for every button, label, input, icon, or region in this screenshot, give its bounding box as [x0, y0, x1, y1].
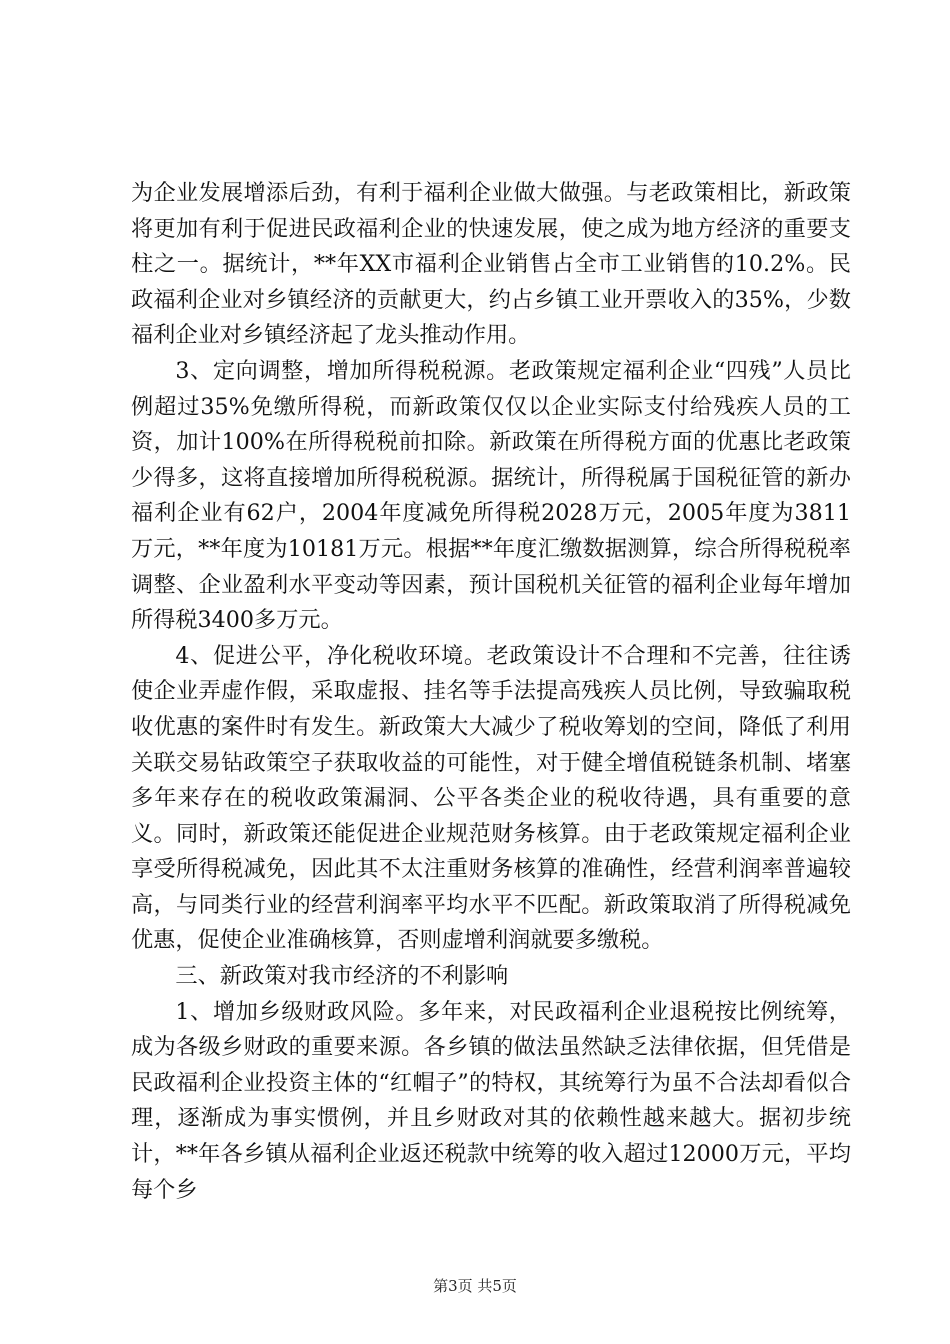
paragraph-continuation: 为企业发展增添后劲，有利于福利企业做大做强。与老政策相比，新政策将更加有利于促进民政福利企业的快速发展，使之成为地方经济的重要支柱之一。据统计，**年XX市福利企业销售占全市工业销售的10.2%。民政福利企业对乡镇经济的贡献更大，约占乡镇工业开票收入的35%，少数福利企业对乡镇经济起了龙头推动作用。: [131, 180, 851, 349]
paragraph-adverse-point-1: 1、增加乡级财政风险。多年来，对民政福利企业退税按比例统筹，成为各级乡财政的重要来源。各乡镇的做法虽然缺乏法律依据，但凭借是民政福利企业投资主体的“红帽子”的特权，其统筹行为虽不合法却看似合理，逐渐成为事实惯例，并且乡财政对其的依赖性越来越大。据初步统计，**年各乡镇从福利企业返还税款中统筹的收入超过12000万元，平均每个乡: [131, 998, 851, 1203]
page-footer: [0, 1276, 950, 1296]
paragraph-point-3: 3、定向调整，增加所得税税源。老政策规定福利企业“四残”人员比例超过35%免缴所得税，而新政策仅仅以企业实际支付给残疾人员的工资，加计100%在所得税税前扣除。新政策在所得税方面的优惠比老政策少得多，这将直接增加所得税税源。据统计，所得税属于国税征管的新办福利企业有62户，2004年度减免所得税2028万元，2005年度为3811万元，**年度为10181万元。根据**年度汇缴数据测算，综合所得税税率调整、企业盈利水平变动等因素，预计国税机关征管的福利企业每年增加所得税3400多万元。: [131, 357, 851, 634]
page-number: 第3页 共5页: [433, 1277, 517, 1295]
section-heading-3: 三、新政策对我市经济的不利影响: [175, 963, 509, 990]
paragraph-point-4: 4、促进公平，净化税收环境。老政策设计不合理和不完善，往往诱使企业弄虚作假，采取虚报、挂名等手法提高残疾人员比例，导致骗取税收优惠的案件时有发生。新政策大大减少了税收筹划的空间，降低了利用关联交易钻政策空子获取收益的可能性，对于健全增值税链条机制、堵塞多年来存在的税收政策漏洞、公平各类企业的税收待遇，具有重要的意义。同时，新政策还能促进企业规范财务核算。由于老政策规定福利企业享受所得税减免，因此其不太注重财务核算的准确性，经营利润率普遍较高，与同类行业的经营利润率平均水平不匹配。新政策取消了所得税减免优惠，促使企业准确核算，否则虚增利润就要多缴税。: [131, 642, 851, 954]
document-body: [131, 176, 851, 1208]
